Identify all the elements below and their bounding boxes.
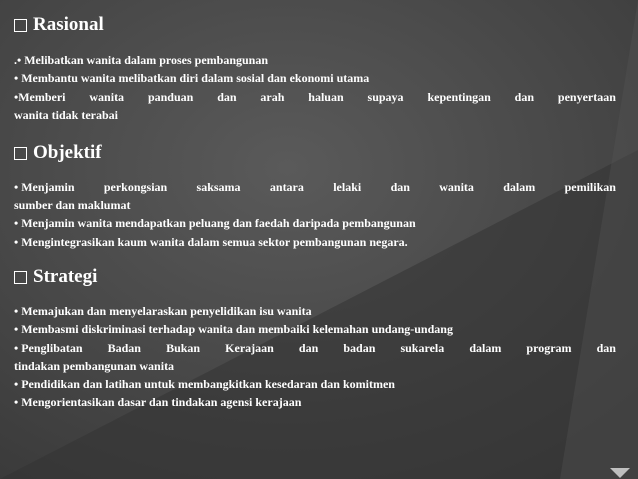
word: haluan	[308, 90, 344, 104]
word: dan	[596, 341, 616, 355]
strategi-line-1: • Memajukan dan menyelaraskan penyelidikan isu wanita	[14, 304, 312, 318]
word: Bukan	[166, 341, 201, 355]
word: program	[526, 341, 572, 355]
strategi-line-2: • Membasmi diskriminasi terhadap wanita dan membaiki kelemahan undang-undang	[14, 322, 453, 336]
checkbox-bullet-icon	[14, 147, 27, 160]
word: perkongsian	[103, 180, 168, 194]
word: lelaki	[333, 180, 362, 194]
word: • Menjamin	[14, 180, 75, 194]
heading-rasional	[14, 14, 104, 36]
word: wanita	[439, 180, 474, 194]
word: sukarela	[400, 341, 445, 355]
strategi-line-5: • Pendidikan dan latihan untuk membangkitkan kesedaran dan komitmen	[14, 377, 395, 391]
word: pemilikan	[564, 180, 616, 194]
word: • Penglibatan	[14, 341, 83, 355]
checkbox-bullet-icon	[14, 19, 27, 32]
word: penyertaan	[557, 90, 616, 104]
word: dalam	[469, 341, 502, 355]
rasional-line-1: .• Melibatkan wanita dalam proses pembangunan	[14, 53, 269, 67]
word: dan	[514, 90, 535, 104]
word: badan	[343, 341, 376, 355]
word: panduan	[147, 90, 194, 104]
word: dan	[217, 90, 237, 104]
rasional-line-3	[14, 90, 616, 105]
heading-objektif	[14, 142, 102, 164]
word: dan	[390, 180, 410, 194]
strategi-line-4: tindakan pembangunan wanita	[14, 359, 175, 373]
word: saksama	[196, 180, 241, 194]
objektif-line-2: sumber dan maklumat	[14, 198, 131, 212]
heading-strategi	[14, 266, 97, 288]
word: •Memberi	[14, 90, 66, 104]
strategi-line-3	[14, 341, 616, 356]
word: arah	[260, 90, 285, 104]
objektif-line-1	[14, 180, 616, 195]
word: kepentingan	[427, 90, 491, 104]
objektif-line-4: • Mengintegrasikan kaum wanita dalam semua sektor pembangunan negara.	[14, 235, 408, 249]
word: Badan	[107, 341, 141, 355]
word: supaya	[367, 90, 404, 104]
heading-strategi-text: Strategi	[33, 266, 98, 287]
word: wanita	[89, 90, 125, 104]
strategi-line-6: • Mengorientasikan dasar dan tindakan agensi kerajaan	[14, 395, 302, 409]
word: dan	[298, 341, 319, 355]
word: dalam	[503, 180, 536, 194]
checkbox-bullet-icon	[14, 271, 27, 284]
word: antara	[269, 180, 304, 194]
heading-rasional-text: Rasional	[33, 14, 104, 35]
rasional-line-4: wanita tidak terabai	[14, 108, 119, 122]
heading-objektif-text: Objektif	[33, 142, 102, 163]
rasional-line-2: • Membantu wanita melibatkan diri dalam sosial dan ekonomi utama	[14, 71, 370, 85]
objektif-line-3: • Menjamin wanita mendapatkan peluang dan faedah daripada pembangunan	[14, 216, 416, 230]
word: Kerajaan	[225, 341, 274, 355]
